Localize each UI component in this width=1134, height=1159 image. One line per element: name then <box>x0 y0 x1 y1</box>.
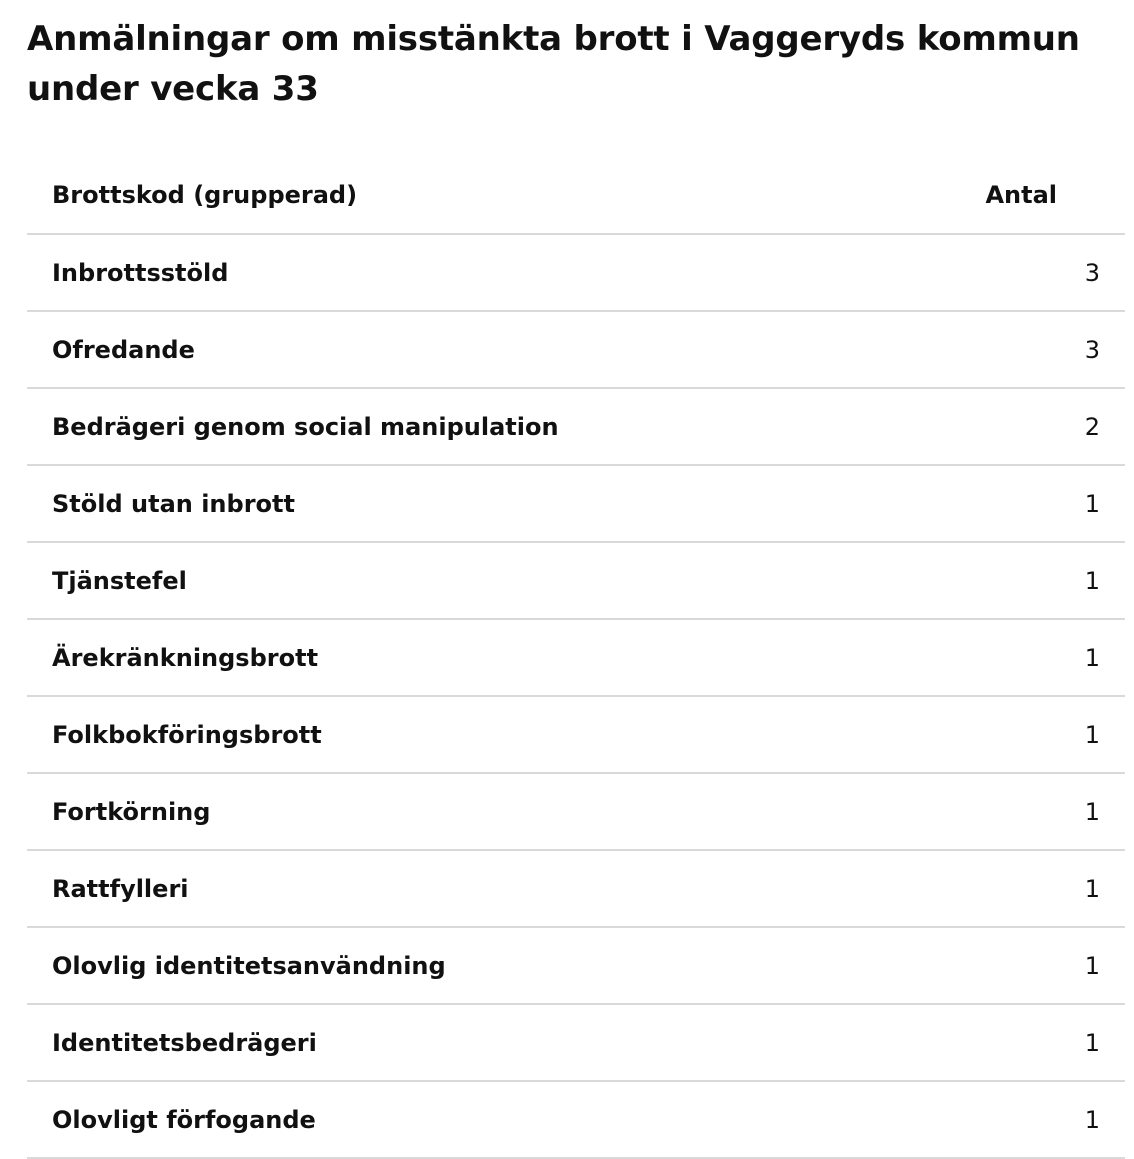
table-row <box>27 696 1125 773</box>
row-category: Rattfylleri <box>27 850 857 927</box>
page-container <box>27 0 1125 1134</box>
page-title: Anmälningar om misstänkta brott i Vaggeryds kommun under vecka 33 <box>27 19 1080 109</box>
table-row <box>27 1004 1125 1081</box>
row-category: Bedrägeri genom social manipulation <box>27 388 857 465</box>
row-category: Ofredande <box>27 311 857 388</box>
table-row <box>27 388 1125 465</box>
row-count: 3 <box>857 311 1125 388</box>
row-category: Stöld utan inbrott <box>27 465 857 542</box>
table-row <box>27 773 1125 850</box>
row-count: 1 <box>857 773 1125 850</box>
crime-report-table <box>27 157 1125 1159</box>
table-row <box>27 311 1125 388</box>
row-category: Olovlig identitetsanvändning <box>27 927 857 1004</box>
row-count: 1 <box>857 1004 1125 1081</box>
row-category: Fortkörning <box>27 773 857 850</box>
row-category: Olovligt förfogande <box>27 1081 857 1158</box>
row-count: 2 <box>857 388 1125 465</box>
row-count: 1 <box>857 542 1125 619</box>
row-category: Ärekränkningsbrott <box>27 619 857 696</box>
row-count: 1 <box>857 465 1125 542</box>
row-count: 1 <box>857 1081 1125 1158</box>
row-category: Tjänstefel <box>27 542 857 619</box>
table-row <box>27 465 1125 542</box>
table-body <box>27 234 1125 1158</box>
table-row <box>27 927 1125 1004</box>
row-category: Folkbokföringsbrott <box>27 696 857 773</box>
table-row <box>27 234 1125 311</box>
row-count: 1 <box>857 927 1125 1004</box>
table-row <box>27 619 1125 696</box>
row-count: 1 <box>857 850 1125 927</box>
row-count: 1 <box>857 696 1125 773</box>
row-count: 3 <box>857 234 1125 311</box>
column-header-count: Antal <box>857 157 1125 234</box>
row-category: Identitetsbedrägeri <box>27 1004 857 1081</box>
table-header-row <box>27 157 1125 234</box>
table-row <box>27 542 1125 619</box>
table-row <box>27 1081 1125 1158</box>
column-header-category: Brottskod (grupperad) <box>27 157 857 234</box>
table-row <box>27 850 1125 927</box>
row-count: 1 <box>857 619 1125 696</box>
row-category: Inbrottsstöld <box>27 234 857 311</box>
